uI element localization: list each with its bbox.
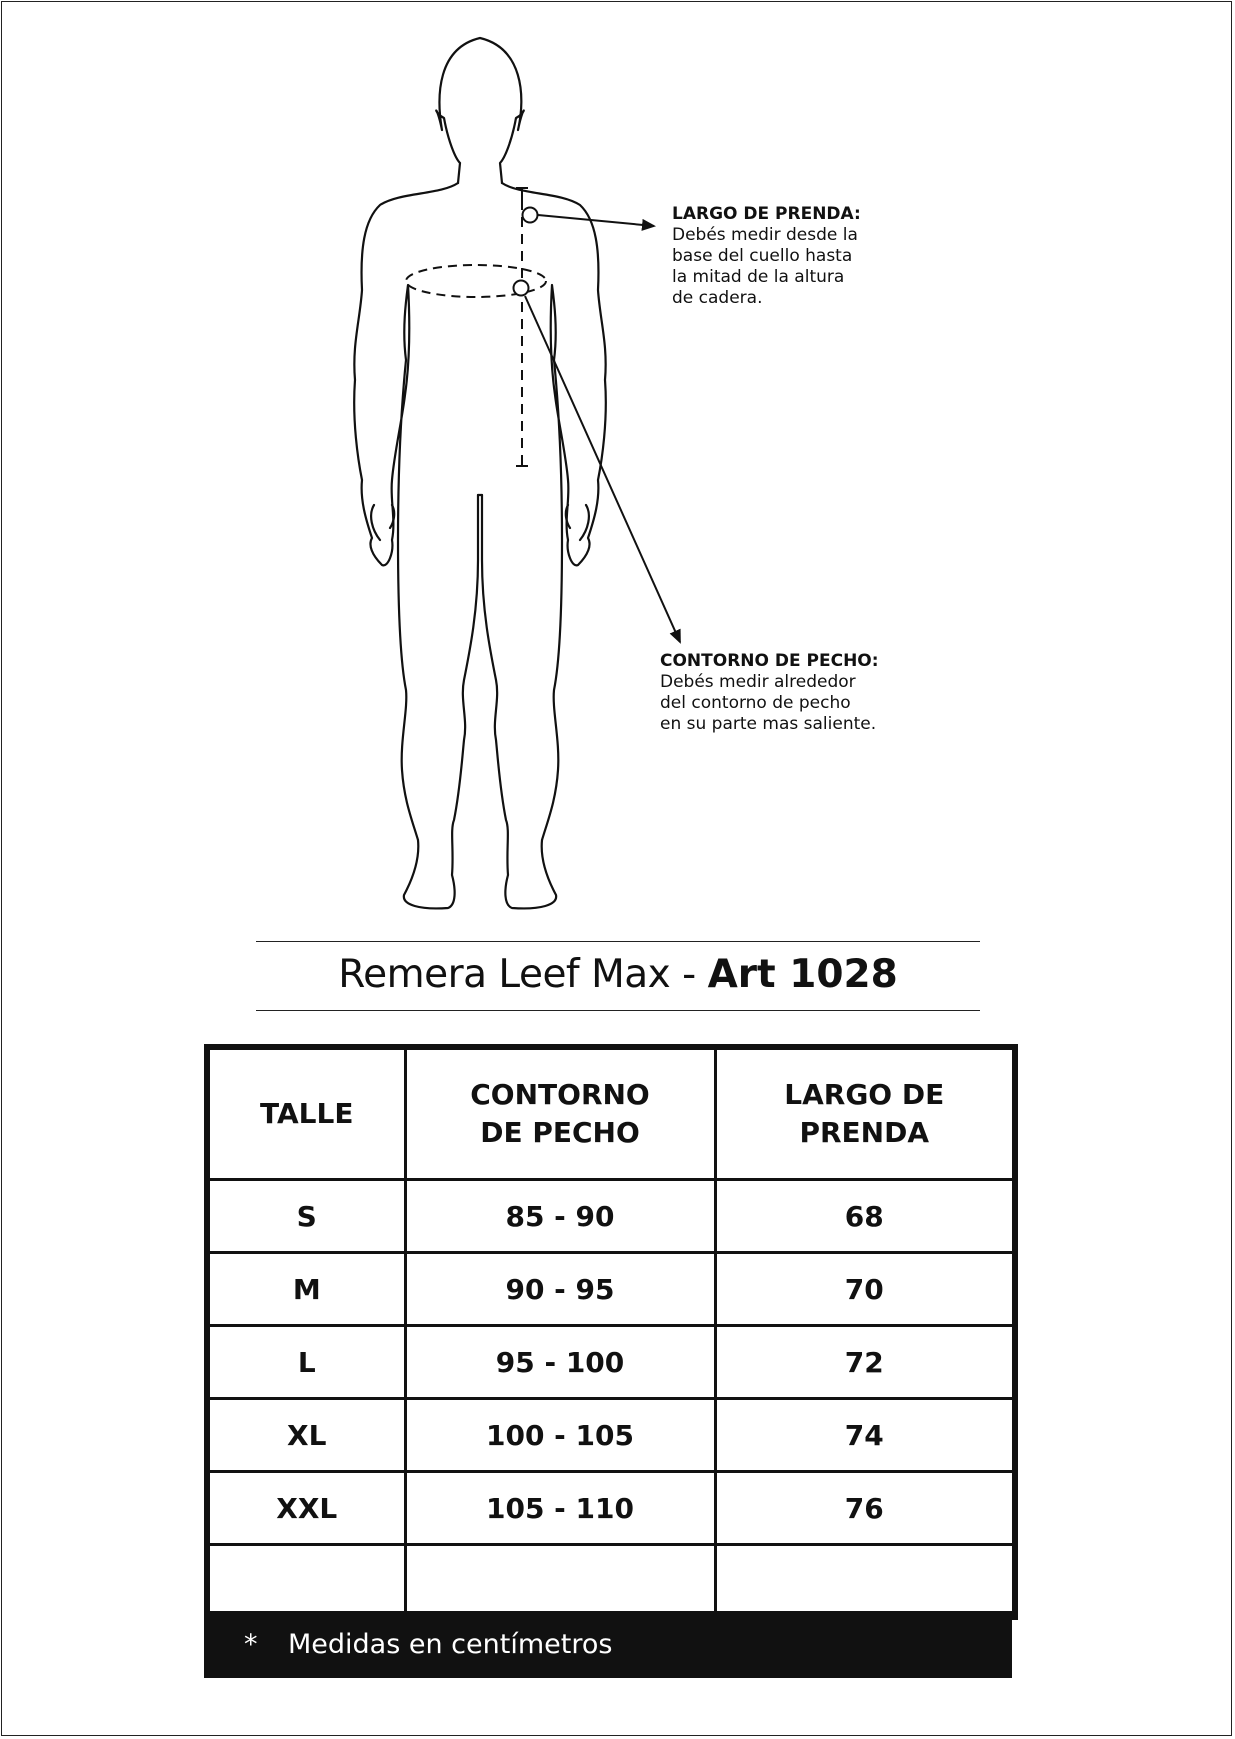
length-cell [715,1545,1015,1618]
chest-cell [405,1545,715,1618]
header-talle-label: TALLE [260,1097,354,1130]
table-row [207,1326,1015,1399]
header-largo-line2: PRENDA [799,1116,930,1149]
title-top-rule [256,941,980,942]
header-largo-line1: LARGO DE [784,1078,945,1111]
chest-cell: 100 - 105 [405,1399,715,1472]
largo-callout [672,204,861,309]
size-cell [207,1545,405,1618]
largo-marker-circle [523,208,538,223]
footnote-marker: * [244,1629,258,1660]
largo-callout-line: de cadera. [672,288,763,308]
pecho-callout-heading: CONTORNO DE PECHO: [660,651,879,671]
header-contorno-line2: DE PECHO [480,1116,640,1149]
length-cell: 72 [715,1326,1015,1399]
size-cell: M [207,1253,405,1326]
footer-note-bar [204,1611,1012,1678]
pecho-callout-line: Debés medir alrededor [660,672,856,692]
header-largo [715,1047,1015,1180]
largo-callout-line: la mitad de la altura [672,267,845,287]
size-table [204,1044,1018,1620]
pecho-callout-line: en su parte mas saliente. [660,714,877,734]
largo-callout-line: base del cuello hasta [672,246,853,266]
table-row [207,1472,1015,1545]
title-bottom-rule [256,1010,980,1011]
chest-cell: 105 - 110 [405,1472,715,1545]
table-row [207,1253,1015,1326]
pecho-arrow [525,296,680,642]
table-header-row [207,1047,1015,1180]
size-cell: XL [207,1399,405,1472]
size-cell: L [207,1326,405,1399]
length-cell: 68 [715,1180,1015,1253]
body-left-outline [354,183,478,908]
pecho-callout-line: del contorno de pecho [660,693,851,713]
head-outline [436,38,524,183]
header-contorno-line1: CONTORNO [470,1078,650,1111]
chest-cell: 90 - 95 [405,1253,715,1326]
pecho-callout [660,651,879,735]
footnote-text: Medidas en centímetros [288,1629,613,1660]
body-right-outline [482,183,606,908]
product-name: Remera Leef Max - [338,952,708,997]
length-cell: 74 [715,1399,1015,1472]
left-hand-outline [371,505,394,540]
largo-arrow [538,215,654,226]
table-row [207,1180,1015,1253]
header-talle [207,1047,405,1180]
pecho-marker-circle [514,281,529,296]
table-row-empty [207,1545,1015,1618]
largo-callout-heading: LARGO DE PRENDA: [672,204,861,224]
size-cell: XXL [207,1472,405,1545]
header-contorno [405,1047,715,1180]
chest-cell: 95 - 100 [405,1326,715,1399]
size-cell: S [207,1180,405,1253]
article-number: Art 1028 [707,952,898,997]
length-cell: 70 [715,1253,1015,1326]
length-cell: 76 [715,1472,1015,1545]
table-row [207,1399,1015,1472]
largo-callout-line: Debés medir desde la [672,225,858,245]
chest-cell: 85 - 90 [405,1180,715,1253]
product-title [256,945,980,1005]
right-hand-outline [566,505,589,540]
